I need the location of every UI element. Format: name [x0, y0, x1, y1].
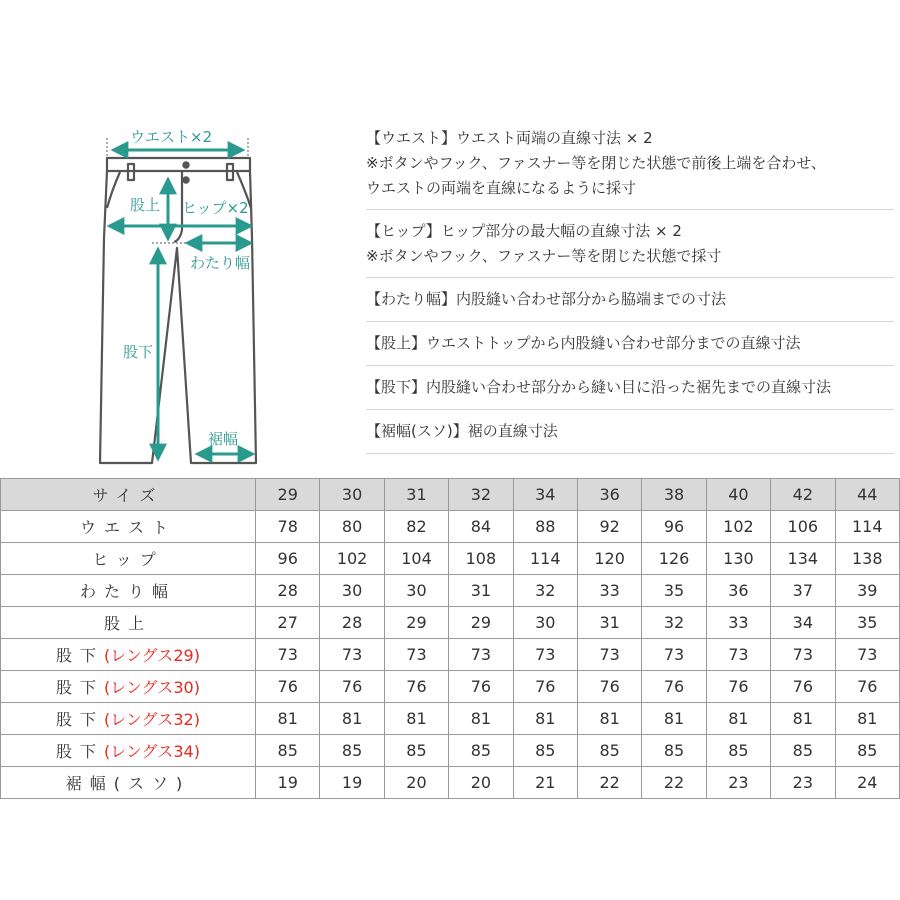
table-cell: 30 [513, 607, 577, 639]
size-cell: 36 [577, 479, 641, 511]
row-label: 股下 [56, 646, 105, 665]
table-cell: 76 [771, 671, 835, 703]
table-cell: 85 [256, 735, 320, 767]
table-cell: 81 [513, 703, 577, 735]
row-label-cell [1, 703, 256, 735]
size-cell: 34 [513, 479, 577, 511]
table-cell: 31 [449, 575, 513, 607]
table-cell: 81 [320, 703, 384, 735]
table-cell: 81 [449, 703, 513, 735]
table-cell: 96 [642, 511, 706, 543]
row-label-cell [1, 511, 256, 543]
table-cell: 36 [706, 575, 770, 607]
table-cell: 32 [513, 575, 577, 607]
table-cell: 114 [835, 511, 899, 543]
row-label-cell [1, 671, 256, 703]
table-cell: 81 [706, 703, 770, 735]
row-label: 股下 [56, 710, 105, 729]
table-cell: 81 [642, 703, 706, 735]
table-cell: 81 [256, 703, 320, 735]
table-cell: 130 [706, 543, 770, 575]
table-cell: 76 [256, 671, 320, 703]
table-cell: 78 [256, 511, 320, 543]
table-cell: 102 [706, 511, 770, 543]
table-cell: 30 [320, 575, 384, 607]
size-cell: 31 [384, 479, 448, 511]
table-cell: 29 [449, 607, 513, 639]
hem-label: 裾幅 [208, 430, 239, 448]
table-cell: 102 [320, 543, 384, 575]
table-cell: 76 [449, 671, 513, 703]
hip-label: ヒップ×2 [182, 199, 249, 217]
table-cell: 76 [642, 671, 706, 703]
table-cell: 85 [513, 735, 577, 767]
size-cell: 32 [449, 479, 513, 511]
table-cell: 76 [320, 671, 384, 703]
row-label: 股上 [103, 614, 152, 633]
row-label-length: (レングス32) [104, 710, 200, 729]
table-cell: 33 [706, 607, 770, 639]
table-cell: 73 [642, 639, 706, 671]
note-line: 【ヒップ】ヒップ部分の最大幅の直線寸法 × 2 [366, 222, 682, 240]
note-thigh [366, 278, 894, 322]
table-row [1, 607, 900, 639]
table-cell: 134 [771, 543, 835, 575]
table-cell: 76 [513, 671, 577, 703]
table-cell: 106 [771, 511, 835, 543]
table-cell: 22 [642, 767, 706, 799]
size-cell: 29 [256, 479, 320, 511]
table-cell: 22 [577, 767, 641, 799]
size-cell: 30 [320, 479, 384, 511]
table-cell: 29 [384, 607, 448, 639]
table-cell: 76 [706, 671, 770, 703]
row-label-length: (レングス29) [104, 646, 200, 665]
table-cell: 73 [320, 639, 384, 671]
row-label: 股下 [56, 742, 105, 761]
row-label-cell [1, 543, 256, 575]
table-cell: 73 [835, 639, 899, 671]
table-cell: 35 [835, 607, 899, 639]
table-cell: 104 [384, 543, 448, 575]
table-cell: 21 [513, 767, 577, 799]
table-cell: 114 [513, 543, 577, 575]
note-line: ウエストの両端を直線になるように採寸 [366, 179, 637, 197]
inseam-label: 股下 [123, 343, 154, 361]
table-cell: 108 [449, 543, 513, 575]
table-cell: 23 [771, 767, 835, 799]
measurement-notes [366, 122, 894, 454]
table-cell: 76 [577, 671, 641, 703]
table-cell: 73 [513, 639, 577, 671]
table-cell: 85 [835, 735, 899, 767]
table-cell: 92 [577, 511, 641, 543]
table-cell: 19 [256, 767, 320, 799]
table-cell: 73 [706, 639, 770, 671]
table-cell: 23 [706, 767, 770, 799]
table-cell: 39 [835, 575, 899, 607]
table-cell: 96 [256, 543, 320, 575]
note-line: 【股下】内股縫い合わせ部分から縫い目に沿った裾先までの直線寸法 [366, 378, 832, 396]
pants-diagram [90, 118, 290, 478]
table-cell: 82 [384, 511, 448, 543]
note-line: ※ボタンやフック、ファスナー等を閉じた状態で採寸 [366, 247, 722, 265]
row-label-cell [1, 639, 256, 671]
note-hem [366, 410, 894, 454]
table-cell: 81 [577, 703, 641, 735]
row-label-length: (レングス30) [104, 678, 200, 697]
table-cell: 120 [577, 543, 641, 575]
table-cell: 85 [384, 735, 448, 767]
table-cell: 73 [449, 639, 513, 671]
table-row [1, 671, 900, 703]
table-cell: 80 [320, 511, 384, 543]
table-row [1, 511, 900, 543]
table-cell: 28 [256, 575, 320, 607]
size-cell: 40 [706, 479, 770, 511]
note-hip [366, 210, 894, 278]
row-label: ウエスト [79, 518, 176, 537]
table-cell: 73 [256, 639, 320, 671]
note-line: 【裾幅(スソ)】裾の直線寸法 [366, 422, 558, 440]
table-row [1, 767, 900, 799]
table-cell: 73 [577, 639, 641, 671]
table-row [1, 703, 900, 735]
table-row [1, 639, 900, 671]
table-header-row [1, 479, 900, 511]
note-rise [366, 322, 894, 366]
table-cell: 24 [835, 767, 899, 799]
header-label-cell: サイズ [1, 479, 256, 511]
table-cell: 34 [771, 607, 835, 639]
table-cell: 27 [256, 607, 320, 639]
table-cell: 85 [449, 735, 513, 767]
note-line: 【ウエスト】ウエスト両端の直線寸法 × 2 [366, 129, 653, 147]
size-cell: 42 [771, 479, 835, 511]
thigh-label: わたり幅 [190, 254, 251, 272]
row-label: わたり幅 [79, 582, 176, 601]
table-cell: 31 [577, 607, 641, 639]
size-cell: 44 [835, 479, 899, 511]
row-label-cell [1, 607, 256, 639]
pants-outline-drawing [90, 118, 290, 478]
size-table [0, 478, 900, 799]
table-cell: 84 [449, 511, 513, 543]
table-cell: 81 [771, 703, 835, 735]
note-line: 【わたり幅】内股縫い合わせ部分から脇端までの寸法 [366, 290, 727, 308]
table-cell: 73 [384, 639, 448, 671]
size-cell: 38 [642, 479, 706, 511]
row-label-cell [1, 767, 256, 799]
table-cell: 33 [577, 575, 641, 607]
table-cell: 81 [384, 703, 448, 735]
row-label: 裾幅(スソ) [65, 774, 191, 793]
table-row [1, 543, 900, 575]
rise-label: 股上 [130, 196, 161, 214]
table-row [1, 735, 900, 767]
table-cell: 35 [642, 575, 706, 607]
note-inseam [366, 366, 894, 410]
row-label: ヒップ [92, 550, 164, 569]
table-cell: 73 [771, 639, 835, 671]
table-cell: 20 [449, 767, 513, 799]
table-cell: 19 [320, 767, 384, 799]
table-cell: 32 [642, 607, 706, 639]
row-label-cell [1, 735, 256, 767]
table-cell: 85 [577, 735, 641, 767]
table-cell: 28 [320, 607, 384, 639]
note-line: 【股上】ウエストトップから内股縫い合わせ部分までの直線寸法 [366, 334, 801, 352]
table-row [1, 575, 900, 607]
row-label-cell [1, 575, 256, 607]
note-waist [366, 122, 894, 210]
table-cell: 85 [771, 735, 835, 767]
row-label: 股下 [56, 678, 105, 697]
table-cell: 85 [642, 735, 706, 767]
table-cell: 20 [384, 767, 448, 799]
table-cell: 85 [706, 735, 770, 767]
table-cell: 85 [320, 735, 384, 767]
row-label-length: (レングス34) [104, 742, 200, 761]
table-cell: 81 [835, 703, 899, 735]
table-cell: 37 [771, 575, 835, 607]
table-cell: 88 [513, 511, 577, 543]
table-cell: 126 [642, 543, 706, 575]
table-cell: 138 [835, 543, 899, 575]
table-cell: 30 [384, 575, 448, 607]
note-line: ※ボタンやフック、ファスナー等を閉じた状態で前後上端を合わせ、 [366, 154, 826, 172]
table-cell: 76 [384, 671, 448, 703]
table-cell: 76 [835, 671, 899, 703]
waist-label: ウエスト×2 [130, 128, 213, 146]
